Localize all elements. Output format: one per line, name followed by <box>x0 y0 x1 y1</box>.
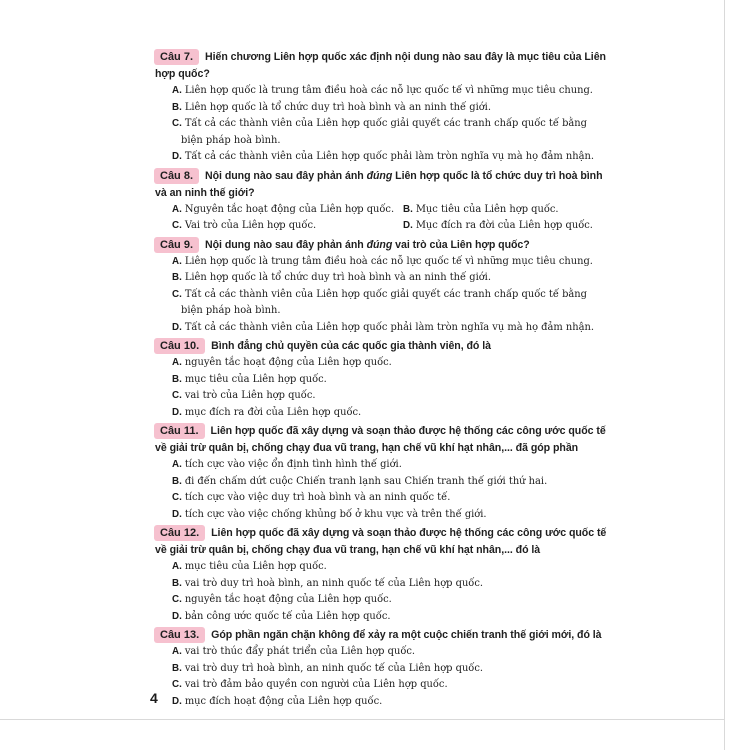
option-label: D. <box>172 508 182 520</box>
option-b <box>155 100 607 117</box>
question-header <box>155 49 607 83</box>
question-stem <box>155 170 603 199</box>
option-label: D. <box>172 695 182 707</box>
question-number-badge: Câu 7. <box>154 49 199 65</box>
page-number: 4 <box>150 690 158 706</box>
option-text: mục đích ra đời của Liên hợp quốc. <box>184 406 362 418</box>
option-label: A. <box>172 357 182 368</box>
option-text: Liên hợp quốc là trung tâm điều hoà các nỗ lực quốc tế vì những mục tiêu chung. <box>184 255 593 267</box>
option-label: B. <box>403 203 413 215</box>
option-text: vai trò duy trì hoà bình, an ninh quốc tế của Liên hợp quốc. <box>184 662 484 674</box>
option-a <box>155 83 607 100</box>
option-text: vai trò đảm bảo quyền con người của Liên hợp quốc. <box>184 679 448 690</box>
option-text: Nguyên tắc hoạt động của Liên hợp quốc. <box>184 203 395 215</box>
question-header <box>155 338 607 355</box>
option-a <box>172 202 403 219</box>
question-list <box>155 49 607 710</box>
option-label: D. <box>172 321 182 333</box>
option-d <box>155 507 607 524</box>
stem-emphasis: đúng <box>366 169 393 182</box>
option-text: đi đến chấm dứt cuộc Chiến tranh lạnh sau Chiến tranh thế giới thứ hai. <box>184 475 548 487</box>
question-9 <box>155 237 607 337</box>
option-d <box>155 405 607 422</box>
option-label: A. <box>172 255 182 267</box>
option-d <box>155 149 607 166</box>
option-text: nguyên tắc hoạt động của Liên hợp quốc. <box>184 357 392 368</box>
question-header <box>155 423 607 457</box>
question-13 <box>155 627 607 710</box>
option-text: vai trò thúc đẩy phát triển của Liên hợp quốc. <box>184 646 416 657</box>
option-label: C. <box>172 594 182 605</box>
option-label: A. <box>172 85 182 96</box>
option-label: B. <box>172 475 182 487</box>
stem-text: Nội dung nào sau đây phản ánh <box>205 238 367 251</box>
option-text: Liên hợp quốc là trung tâm điều hoà các nỗ lực quốc tế vì những mục tiêu chung. <box>184 85 593 96</box>
question-12 <box>155 525 607 625</box>
option-label: B. <box>172 101 182 113</box>
option-text: tích cực vào việc duy trì hoà bình và an ninh quốc tế. <box>184 492 451 503</box>
option-c <box>155 490 607 507</box>
question-7 <box>155 49 607 166</box>
question-header <box>155 168 607 202</box>
question-number-badge: Câu 12. <box>154 525 205 541</box>
option-b <box>155 474 607 491</box>
option-label: C. <box>172 288 182 300</box>
question-stem: Bình đẳng chủ quyền của các quốc gia thành viên, đó là <box>211 340 491 352</box>
question-header <box>155 525 607 559</box>
question-stem: Hiến chương Liên hợp quốc xác định nội dung nào sau đây là mục tiêu của Liên hợp quốc? <box>155 51 606 80</box>
option-label: D. <box>172 406 182 418</box>
question-number-badge: Câu 13. <box>154 627 205 643</box>
option-text: mục đích hoạt động của Liên hợp quốc. <box>184 695 383 707</box>
option-a <box>155 457 607 474</box>
option-label: B. <box>172 662 182 674</box>
option-label: C. <box>172 220 182 231</box>
option-text: Liên hợp quốc là tổ chức duy trì hoà bình và an ninh thế giới. <box>184 272 491 283</box>
stem-text: Liên hợp quốc là tổ chức duy trì hoà bình và an ninh thế giới? <box>155 169 603 199</box>
option-text: tích cực vào việc ổn định tình hình thế giới. <box>184 459 402 470</box>
option-label: C. <box>172 492 182 503</box>
question-number-badge: Câu 9. <box>154 237 199 253</box>
question-header <box>155 627 607 644</box>
option-a <box>155 559 607 576</box>
question-11 <box>155 423 607 523</box>
option-d <box>155 694 607 711</box>
stem-emphasis: đúng <box>366 238 393 251</box>
option-text: Tất cả các thành viên của Liên hợp quốc phải làm tròn nghĩa vụ mà họ đảm nhận. <box>184 321 594 333</box>
question-10 <box>155 338 607 421</box>
stem-text: Nội dung nào sau đây phản ánh <box>205 169 367 182</box>
options-row <box>155 218 607 235</box>
options-row <box>155 202 607 219</box>
stem-text: vai trò của Liên hợp quốc? <box>392 238 530 251</box>
question-number-badge: Câu 10. <box>154 338 205 354</box>
option-text: Liên hợp quốc là tổ chức duy trì hoà bình và an ninh thế giới. <box>184 101 491 113</box>
option-label: D. <box>172 610 182 622</box>
question-8 <box>155 168 607 235</box>
question-number-badge: Câu 11. <box>154 423 205 439</box>
option-text: Tất cả các thành viên của Liên hợp quốc giải quyết các tranh chấp quốc tế bằng biện pháp hoà bình. <box>181 288 587 316</box>
option-label: A. <box>172 459 182 470</box>
option-label: C. <box>172 679 182 690</box>
option-c <box>155 388 607 405</box>
option-label: C. <box>172 118 182 129</box>
question-stem <box>205 239 530 251</box>
option-text: Tất cả các thành viên của Liên hợp quốc phải làm tròn nghĩa vụ mà họ đảm nhận. <box>184 151 594 162</box>
question-stem: Liên hợp quốc đã xây dựng và soạn thảo được hệ thống các công ước quốc tế về giải trừ quân bị, chống chạy đua vũ trang, hạn chế vũ khí hạt nhân,... đã góp phần <box>155 425 606 454</box>
option-d <box>155 320 607 337</box>
option-label: C. <box>172 390 182 401</box>
option-c <box>155 677 607 694</box>
option-text: Vai trò của Liên hợp quốc. <box>184 220 317 231</box>
option-label: B. <box>172 272 182 283</box>
option-label: D. <box>403 220 413 231</box>
option-text: mục tiêu của Liên hợp quốc. <box>184 373 327 385</box>
option-label: A. <box>172 561 182 572</box>
option-b <box>155 576 607 593</box>
option-text: vai trò duy trì hoà bình, an ninh quốc tế của Liên hợp quốc. <box>184 577 484 589</box>
option-a <box>155 254 607 271</box>
option-c <box>155 592 607 609</box>
question-stem: Liên hợp quốc đã xây dựng và soạn thảo được hệ thống các công ước quốc tế về giải trừ quân bị, chống chạy đua vũ trang, hạn chế vũ khí hạt nhân,... đó là <box>155 527 607 556</box>
option-text: Mục tiêu của Liên hợp quốc. <box>415 203 559 215</box>
option-text: tích cực vào việc chống khủng bố ở khu vực và trên thế giới. <box>184 508 487 520</box>
option-b <box>155 270 607 287</box>
option-c <box>172 218 403 235</box>
option-label: B. <box>172 577 182 589</box>
option-text: vai trò của Liên hợp quốc. <box>184 390 316 401</box>
option-b <box>155 372 607 389</box>
question-number-badge: Câu 8. <box>154 168 199 184</box>
option-d <box>403 218 593 235</box>
option-label: D. <box>172 151 182 162</box>
option-b <box>403 202 559 219</box>
option-label: A. <box>172 646 182 657</box>
option-d <box>155 609 607 626</box>
option-text: nguyên tắc hoạt động của Liên hợp quốc. <box>184 594 392 605</box>
option-text: Tất cả các thành viên của Liên hợp quốc giải quyết các tranh chấp quốc tế bằng biện pháp hoà bình. <box>181 118 587 146</box>
option-b <box>155 661 607 678</box>
option-text: Mục đích ra đời của Liên hợp quốc. <box>415 220 593 231</box>
option-a <box>155 355 607 372</box>
option-c <box>155 116 607 149</box>
option-label: B. <box>172 373 182 385</box>
option-c <box>155 287 607 320</box>
question-header <box>155 237 607 254</box>
divider <box>0 719 724 720</box>
option-text: mục tiêu của Liên hợp quốc. <box>184 561 327 572</box>
option-a <box>155 644 607 661</box>
option-label: A. <box>172 203 182 215</box>
question-stem: Góp phần ngăn chặn không để xảy ra một cuộc chiến tranh thế giới mới, đó là <box>211 629 602 641</box>
option-text: bản công ước quốc tế của Liên hợp quốc. <box>184 610 391 622</box>
